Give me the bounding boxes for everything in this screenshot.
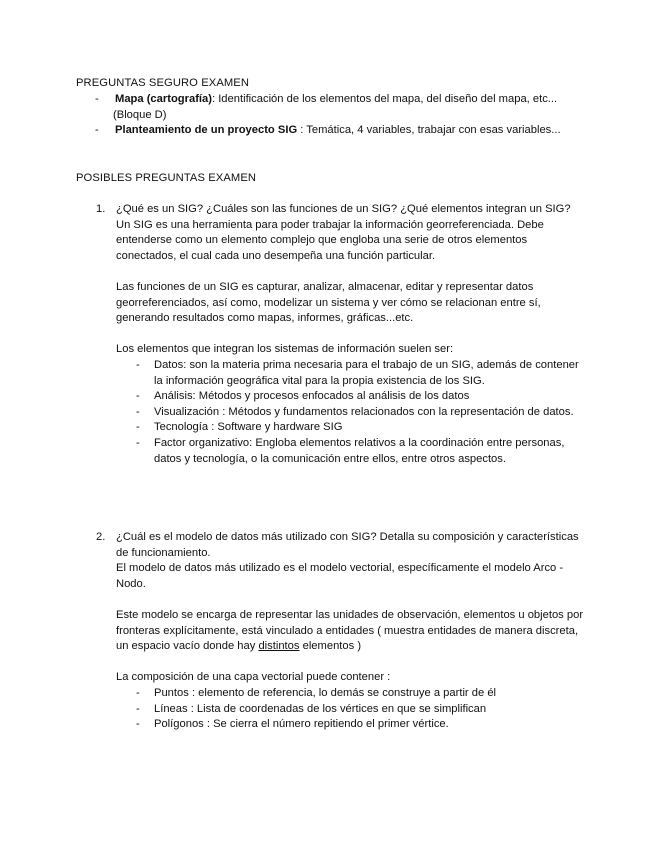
dash-bullet-icon: -	[136, 421, 140, 434]
list-item-text: Puntos : elemento de referencia, lo demás se construye a partir de él	[154, 686, 497, 699]
question-number: 2.	[96, 531, 106, 543]
list-item-text: Visualización : Métodos y fundamentos relacionados con la representación de datos.	[154, 405, 574, 418]
list-item	[136, 717, 586, 733]
paragraph-text: elementos )	[299, 640, 362, 653]
seguro-list	[95, 92, 575, 139]
question-content	[116, 530, 586, 733]
list-item	[136, 358, 586, 389]
item-text: : Identificación de los elementos del mapa, del diseño del mapa, etc... (Bloque D)	[113, 93, 558, 121]
underlined-word: distintos	[258, 640, 300, 653]
question-content	[116, 202, 586, 467]
list-item-text: Factor organizativo: Engloba elementos relativos a la coordinación entre personas, datos y tecnología, o la comunicación entre ellos, entre otros aspectos.	[154, 436, 565, 465]
list-item-text: Polígonos : Se cierra el número repitiendo el primer vértice.	[154, 718, 449, 731]
question-1	[96, 202, 586, 467]
list-item	[95, 123, 575, 139]
list-item	[136, 420, 586, 436]
list-item	[136, 702, 586, 718]
list-item	[136, 436, 586, 467]
dash-bullet-icon: -	[136, 686, 140, 699]
list-item-text: Datos: son la materia prima necesaria para el trabajo de un SIG, además de contener la información geográfica vital para la propia existencia de los SIG.	[154, 358, 579, 387]
item-text: : Temática, 4 variables, trabajar con esas variables...	[297, 124, 561, 137]
section-heading-seguro: PREGUNTAS SEGURO EXAMEN	[76, 77, 250, 89]
question-text: ¿Qué es un SIG? ¿Cuáles son las funciones de un SIG? ¿Qué elementos integran un SIG?	[116, 203, 571, 215]
composition-list	[136, 686, 586, 733]
question-text: ¿Cuál es el modelo de datos más utilizado con SIG? Detalla su composición y características de funcionamiento.	[116, 531, 579, 559]
list-item	[136, 686, 586, 702]
answer-paragraph: Un SIG es una herramienta para poder trabajar la información georreferenciada. Debe entenderse como un elemento complejo que engloba una serie de otros elementos conectados, el cual cada uno desempeña una función particular.	[116, 218, 544, 262]
list-item-text: Tecnología : Software y hardware SIG	[154, 421, 343, 434]
dash-bullet-icon: -	[95, 93, 99, 105]
list-item	[95, 92, 575, 123]
dash-bullet-icon: -	[136, 718, 140, 731]
answer-paragraph: La composición de una capa vectorial puede contener :	[116, 671, 391, 684]
answer-paragraph	[116, 608, 586, 655]
item-bold-label: Planteamiento de un proyecto SIG	[115, 124, 298, 137]
dash-bullet-icon: -	[136, 358, 140, 371]
question-2	[96, 530, 586, 733]
dash-bullet-icon: -	[136, 390, 140, 403]
answer-paragraph: El modelo de datos más utilizado es el modelo vectorial, específicamente el modelo Arco - Nodo.	[116, 562, 564, 590]
item-bold-label: Mapa (cartografía)	[115, 93, 212, 105]
list-item-text: Líneas : Lista de coordenadas de los vértices en que se simplifican	[154, 702, 487, 715]
question-number: 1.	[96, 203, 106, 215]
paragraph-text: Este modelo se encarga de representar las unidades de observación, elementos u objetos por fronteras explícitamente, está vinculado a entidades ( muestra entidades de manera discreta, un espacio vacío donde hay	[116, 608, 584, 653]
elements-list	[136, 358, 586, 467]
dash-bullet-icon: -	[136, 702, 140, 715]
list-item	[136, 405, 586, 421]
list-item	[136, 389, 586, 405]
dash-bullet-icon: -	[95, 124, 99, 137]
dash-bullet-icon: -	[136, 405, 140, 418]
answer-paragraph: Las funciones de un SIG es capturar, analizar, almacenar, editar y representar datos georreferenciados, así como, modelizar un sistema y ver cómo se relacionan entre sí, generando resultados como mapas, informes, gráficas...etc.	[116, 280, 541, 325]
answer-paragraph: Los elementos que integran los sistemas de información suelen ser:	[116, 343, 454, 356]
list-item-text: Análisis: Métodos y procesos enfocados al análisis de los datos	[154, 390, 470, 403]
dash-bullet-icon: -	[136, 436, 140, 449]
section-heading-posibles: POSIBLES PREGUNTAS EXAMEN	[76, 172, 257, 184]
